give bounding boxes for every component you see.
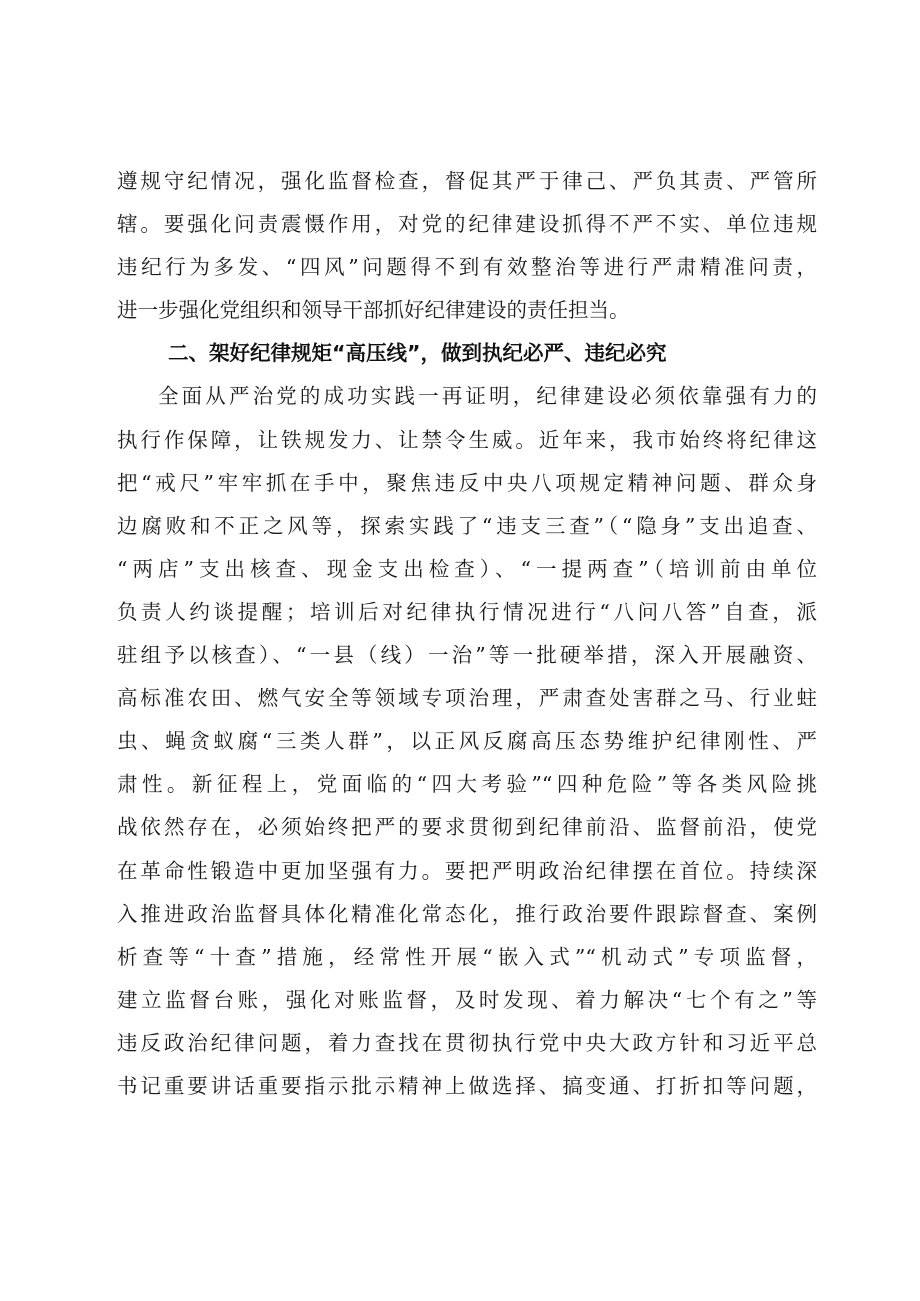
paragraph-line: 析查等“十查”措施，经常性开展“嵌入式”“机动式”专项监督， xyxy=(117,944,817,969)
paragraph-line: 负责人约谈提醒；培训后对纪律执行情况进行“八问八答”自查，派 xyxy=(117,599,817,624)
paragraph-line: 驻组予以核查）、“一县（线）一治”等一批硬举措，深入开展融资、 xyxy=(117,643,817,668)
paragraph-line: 辖。要强化问责震慑作用，对党的纪律建设抓得不严不实、单位违规 xyxy=(117,212,817,237)
paragraph-line: 在革命性锻造中更加坚强有力。要把严明政治纪律摆在首位。持续深 xyxy=(117,858,817,883)
paragraph-line: 战依然存在，必须始终把严的要求贯彻到纪律前沿、监督前沿，使党 xyxy=(117,815,817,840)
section-heading: 二、架好纪律规矩“高压线”，做到执纪必严、违纪必究 xyxy=(168,341,667,366)
paragraph-line: 入推进政治监督具体化精准化常态化，推行政治要件跟踪督查、案例 xyxy=(117,901,817,926)
paragraph-line: “两店”支出核查、现金支出检查）、“一提两查”（培训前由单位 xyxy=(117,556,817,581)
document-body xyxy=(117,160,817,1108)
paragraph-line: 高标准农田、燃气安全等领域专项治理，严肃查处害群之马、行业蛀 xyxy=(117,686,817,711)
paragraph-line: 执行作保障，让铁规发力、让禁令生威。近年来，我市始终将纪律这 xyxy=(117,427,817,452)
paragraph-line: 全面从严治党的成功实践一再证明，纪律建设必须依靠强有力的 xyxy=(158,384,817,409)
paragraph-line: 建立监督台账，强化对账监督，及时发现、着力解决“七个有之”等 xyxy=(117,987,817,1012)
paragraph-line: 肃性。新征程上，党面临的“四大考验”“四种危险”等各类风险挑 xyxy=(117,772,817,797)
paragraph-line: 边腐败和不正之风等，探索实践了“违支三查”（“隐身”支出追查、 xyxy=(117,513,817,538)
paragraph-line: 违反政治纪律问题，着力查找在贯彻执行党中央大政方针和习近平总 xyxy=(117,1030,817,1055)
paragraph-line: 违纪行为多发、“四风”问题得不到有效整治等进行严肃精准问责， xyxy=(117,255,817,280)
paragraph-line: 书记重要讲话重要指示批示精神上做选择、搞变通、打折扣等问题， xyxy=(117,1073,817,1098)
paragraph-line: 遵规守纪情况，强化监督检查，督促其严于律己、严负其责、严管所 xyxy=(117,169,817,193)
paragraph-line: 把“戒尺”牢牢抓在手中，聚焦违反中央八项规定精神问题、群众身 xyxy=(117,470,817,495)
paragraph-line: 进一步强化党组织和领导干部抓好纪律建设的责任担当。 xyxy=(117,298,630,323)
paragraph-line: 虫、蝇贪蚁腐“三类人群”，以正风反腐高压态势维护纪律刚性、严 xyxy=(117,729,817,754)
